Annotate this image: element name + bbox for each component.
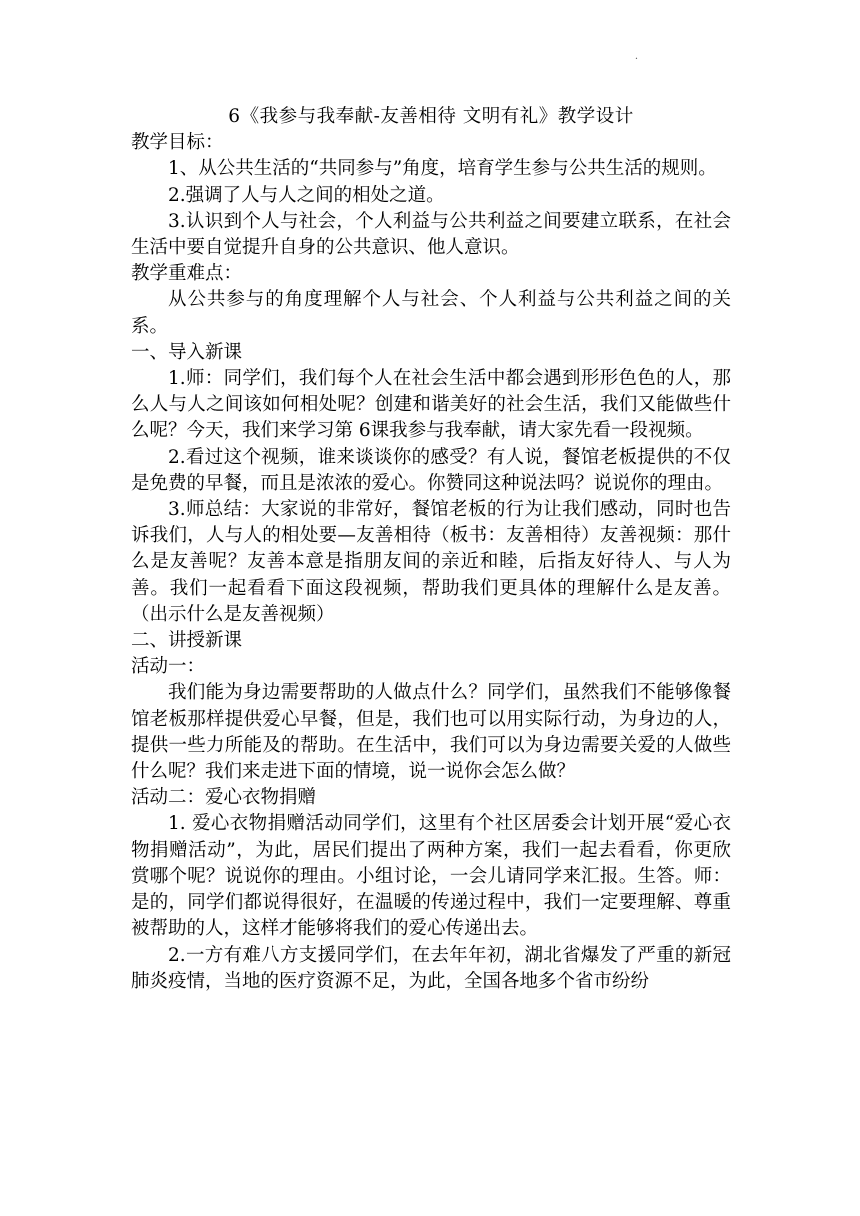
goal-item: 2.强调了人与人之间的相处之道。	[168, 184, 445, 206]
difficulty-heading: 教学重难点：	[131, 263, 243, 285]
activity1-heading: 活动一：	[131, 656, 206, 678]
section1-paragraph: 1.师：同学们，我们每个人在社会生活中都会遇到形形色色的人，那么人与人之间该如何相处呢？创建和谐美好的社会生活，我们又能做些什么呢？今天，我们来学习第 6课我参与我奉献，请大家先看一段视频。	[131, 368, 731, 442]
document-title: 6《我参与我奉献-友善相待 文明有礼》教学设计	[228, 106, 634, 127]
difficulty-text: 从公共参与的角度理解个人与社会、个人利益与公共利益之间的关系。	[131, 289, 731, 337]
activity2-heading: 活动二：爱心衣物捐赠	[131, 787, 317, 809]
activity1-paragraph: 我们能为身边需要帮助的人做点什么？同学们，虽然我们不能够像餐馆老板那样提供爱心早餐，但是，我们也可以用实际行动，为身边的人，提供一些力所能及的帮助。在生活中，我们可以为身边需要关爱的人做些什么呢？我们来走进下面的情境，说一说你会怎么做？	[131, 682, 731, 783]
section1-heading: 一、导入新课	[131, 341, 243, 363]
activity2-paragraph: 1. 爱心衣物捐赠活动同学们，这里有个社区居委会计划开展“爱心衣物捐赠活动”，为此，居民们提出了两种方案，我们一起去看看，你更欣赏哪个呢？说说你的理由。小组讨论，一会儿请同学来汇报。生答。师：是的，同学们都说得很好，在温暖的传递过程中，我们一定要理解、尊重被帮助的人，这样才能够将我们的爱心传递出去。	[131, 813, 731, 940]
activity2-paragraph: 2.一方有难八方支援同学们，在去年年初，湖北省爆发了严重的新冠肺炎疫情，当地的医疗资源不足，为此，全国各地多个省市纷纷	[131, 944, 731, 992]
document-body	[131, 104, 731, 995]
goal-item: 1、从公共生活的“共同参与”角度，培育学生参与公共生活的规则。	[168, 158, 717, 180]
goals-heading: 教学目标：	[131, 132, 224, 154]
corner-mark: .	[634, 51, 638, 62]
section2-heading: 二、讲授新课	[131, 630, 243, 652]
section1-paragraph: 2.看过这个视频，谁来谈谈你的感受？有人说，餐馆老板提供的不仅是免费的早餐，而且是浓浓的爱心。你赞同这种说法吗？说说你的理由。	[131, 446, 731, 494]
goal-item: 3.认识到个人与社会，个人利益与公共利益之间要建立联系，在社会生活中要自觉提升自身的公共意识、他人意识。	[131, 210, 731, 259]
section1-paragraph: 3.师总结：大家说的非常好，餐馆老板的行为让我们感动，同时也告诉我们，人与人的相处要—友善相待（板书：友善相待）友善视频：那什么是友善呢？友善本意是指朋友间的亲近和睦，后指友好待人、与人为善。我们一起看看下面这段视频，帮助我们更具体的理解什么是友善。（出示什么是友善视频）	[131, 499, 731, 625]
